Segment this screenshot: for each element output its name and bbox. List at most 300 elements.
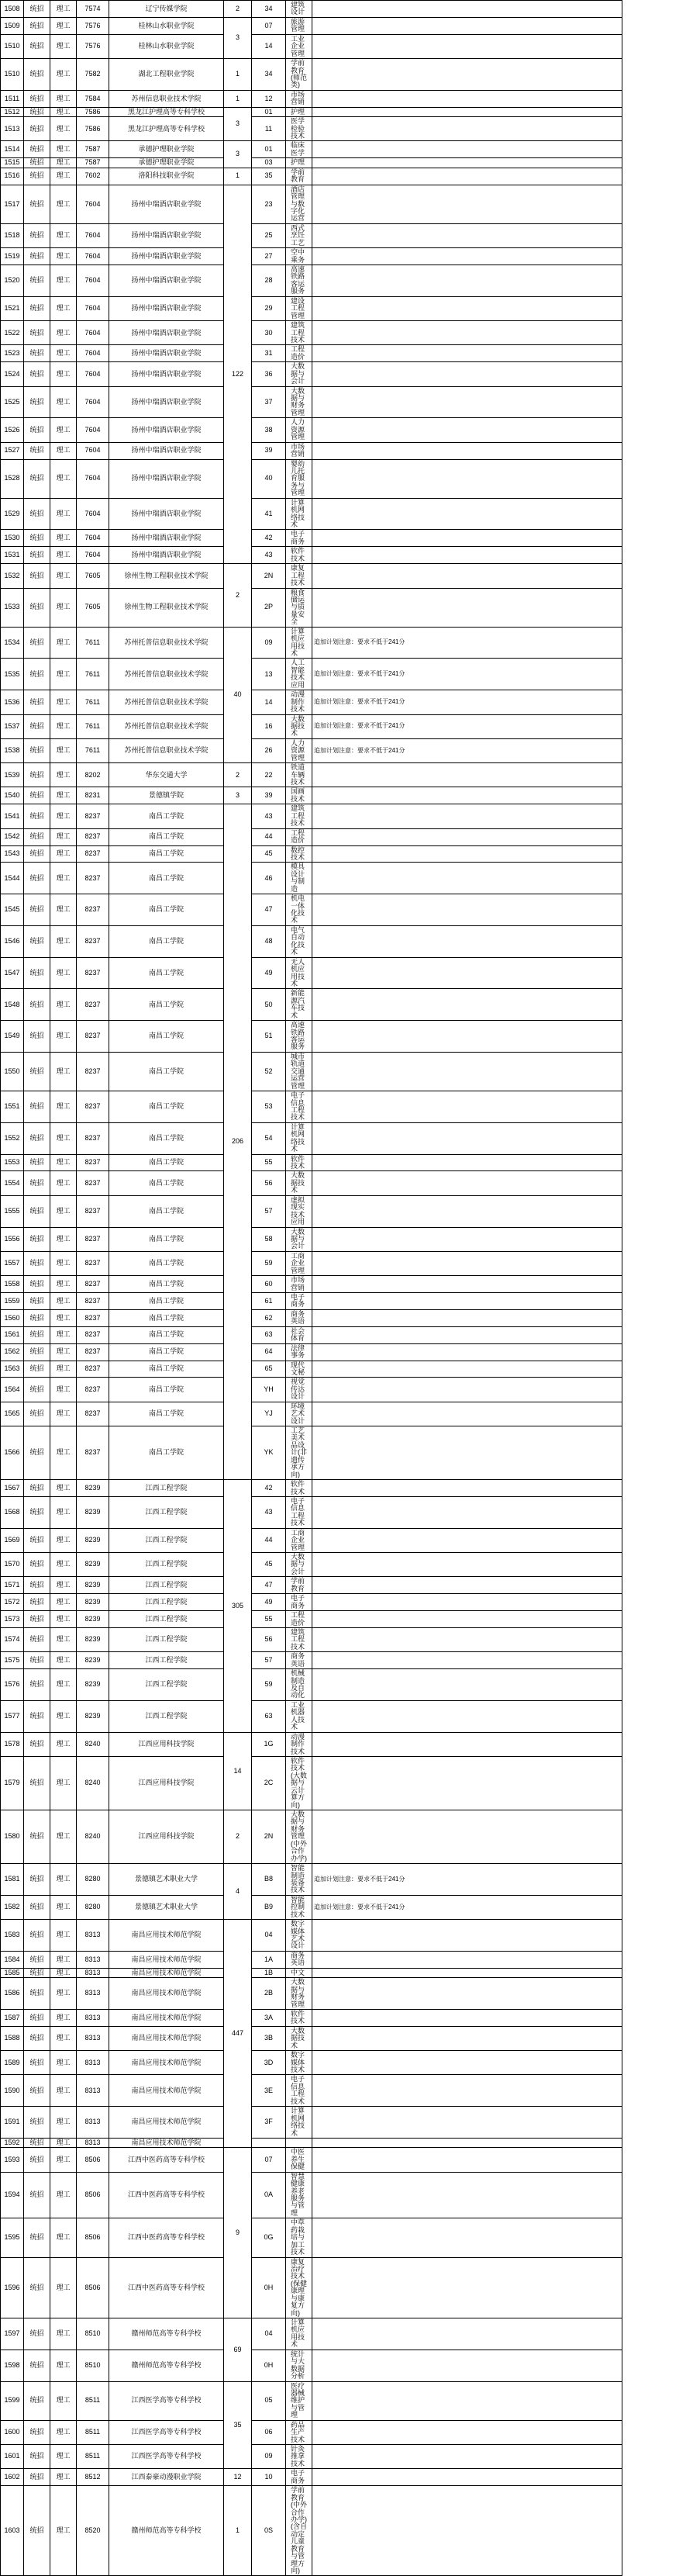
- major-code: B9: [252, 1895, 286, 1919]
- major-code: YJ: [252, 1402, 286, 1426]
- school-name: 洛阳科技职业学院: [109, 168, 224, 185]
- major-code: 31: [252, 345, 286, 362]
- school-name: 江西泰豪动漫职业学院: [109, 2469, 224, 2486]
- major-code: 11: [252, 117, 286, 141]
- school-name: 承德护理职业学院: [109, 141, 224, 158]
- subject-category: 理工: [50, 627, 77, 659]
- enrollment-type: 统招: [24, 1627, 50, 1651]
- major-name: 工业企业管理: [286, 34, 312, 58]
- school-name: 江西中医药高等专科学校: [109, 2148, 224, 2172]
- row-number: 1594: [1, 2172, 24, 2218]
- remark: [312, 1021, 622, 1053]
- remark: [312, 1810, 622, 1864]
- subject-category: 理工: [50, 90, 77, 107]
- school-name: 江西应用科技学院: [109, 1810, 224, 1864]
- table-row: [1, 690, 693, 714]
- subject-category: 理工: [50, 321, 77, 345]
- major-code: 42: [252, 530, 286, 547]
- row-number: 1512: [1, 107, 24, 116]
- enrollment-type: 统招: [24, 2257, 50, 2318]
- school-code: 8239: [77, 1577, 109, 1594]
- subject-category: 理工: [50, 1480, 77, 1497]
- school-name: 南昌应用技术师范学院: [109, 1920, 224, 1952]
- enrollment-type: 统招: [24, 1480, 50, 1497]
- subject-category: 理工: [50, 2172, 77, 2218]
- row-number: 1588: [1, 2026, 24, 2050]
- school-name: 黑龙江护理高等专科学校: [109, 117, 224, 141]
- major-code: 26: [252, 738, 286, 762]
- major-name: 药品生产技术: [286, 2420, 312, 2444]
- major-code: 1B: [252, 1968, 286, 1977]
- remark: [312, 498, 622, 530]
- table-row: [1, 248, 693, 265]
- remark: [312, 418, 622, 442]
- school-name: 桂林山水职业学院: [109, 17, 224, 34]
- enrollment-type: 统招: [24, 1528, 50, 1552]
- row-number: 1528: [1, 459, 24, 498]
- major-code: 07: [252, 17, 286, 34]
- plan-count: 40: [224, 627, 252, 762]
- major-code: 63: [252, 1326, 286, 1343]
- plan-count: 12: [224, 2469, 252, 2486]
- school-name: 南昌应用技术师范学院: [109, 2051, 224, 2075]
- school-code: 7604: [77, 498, 109, 530]
- enrollment-type: 统招: [24, 345, 50, 362]
- row-number: 1557: [1, 1251, 24, 1275]
- enrollment-type: 统招: [24, 1577, 50, 1594]
- major-code: 34: [252, 59, 286, 91]
- row-number: 1571: [1, 1577, 24, 1594]
- enrollment-type: 统招: [24, 863, 50, 894]
- major-name: 智能控制技术: [286, 1895, 312, 1919]
- remark: [312, 530, 622, 547]
- school-code: 8313: [77, 1968, 109, 1977]
- enrollment-type: 统招: [24, 763, 50, 787]
- subject-category: 理工: [50, 1920, 77, 1952]
- school-code: 8237: [77, 828, 109, 845]
- table-row: [1, 1021, 693, 1053]
- major-code: 27: [252, 248, 286, 265]
- school-name: 江西工程学院: [109, 1528, 224, 1552]
- remark: [312, 1594, 622, 1611]
- remark: [312, 223, 622, 247]
- remark: [312, 34, 622, 58]
- school-name: 南昌应用技术师范学院: [109, 1968, 224, 1977]
- major-code: YK: [252, 1426, 286, 1480]
- remark: [312, 1378, 622, 1402]
- school-name: 扬州中瑞酒店职业学院: [109, 418, 224, 442]
- row-number: 1590: [1, 2075, 24, 2107]
- major-name: 人工智能技术应用: [286, 659, 312, 690]
- school-name: 桂林山水职业学院: [109, 34, 224, 58]
- row-number: 1538: [1, 738, 24, 762]
- remark: [312, 1091, 622, 1123]
- table-row: [1, 1732, 693, 1756]
- school-code: 7604: [77, 248, 109, 265]
- table-row: [1, 1627, 693, 1651]
- major-name: 建设工程管理: [286, 296, 312, 320]
- school-name: 江西中医药高等专科学校: [109, 2172, 224, 2218]
- school-code: 8511: [77, 2381, 109, 2420]
- remark: [312, 1951, 622, 1968]
- school-code: 8239: [77, 1669, 109, 1701]
- school-code: 7604: [77, 296, 109, 320]
- subject-category: 理工: [50, 265, 77, 297]
- table-row: [1, 223, 693, 247]
- enrollment-type: 统招: [24, 845, 50, 863]
- remark: [312, 17, 622, 34]
- school-code: 8237: [77, 1309, 109, 1326]
- school-code: 7587: [77, 158, 109, 168]
- school-name: 华东交通大学: [109, 763, 224, 787]
- remark: [312, 1553, 622, 1577]
- enrollment-type: 统招: [24, 90, 50, 107]
- remark: [312, 787, 622, 804]
- major-name: 工程造价: [286, 345, 312, 362]
- table-row: [1, 2420, 693, 2444]
- table-row: [1, 2218, 693, 2257]
- subject-category: 理工: [50, 845, 77, 863]
- major-code: 59: [252, 1669, 286, 1701]
- row-number: 1569: [1, 1528, 24, 1552]
- remark: [312, 107, 622, 116]
- school-name: 南昌工学院: [109, 1361, 224, 1378]
- major-name: 工业机器人技术: [286, 1700, 312, 1732]
- subject-category: 理工: [50, 1171, 77, 1195]
- major-code: 14: [252, 690, 286, 714]
- school-name: 南昌工学院: [109, 1251, 224, 1275]
- row-number: 1517: [1, 185, 24, 223]
- row-number: 1509: [1, 17, 24, 34]
- major-code: 2B: [252, 1978, 286, 2010]
- table-row: [1, 265, 693, 297]
- subject-category: 理工: [50, 2148, 77, 2172]
- table-row: [1, 321, 693, 345]
- plan-count: 1: [224, 90, 252, 107]
- table-row: [1, 738, 693, 762]
- major-name: 中草药栽培与加工技术: [286, 2218, 312, 2257]
- subject-category: 理工: [50, 2381, 77, 2420]
- table-row: [1, 845, 693, 863]
- school-code: 8239: [77, 1496, 109, 1528]
- school-name: 赣州师范高等专科学校: [109, 2350, 224, 2381]
- enrollment-type: 统招: [24, 1426, 50, 1480]
- major-name: 工艺美术品设计(非遗传承方向): [286, 1426, 312, 1480]
- major-code: 0H: [252, 2350, 286, 2381]
- subject-category: 理工: [50, 659, 77, 690]
- subject-category: 理工: [50, 1978, 77, 2010]
- remark: [312, 2107, 622, 2139]
- enrollment-type: 统招: [24, 59, 50, 91]
- remark: [312, 2257, 622, 2318]
- school-name: 南昌工学院: [109, 1195, 224, 1227]
- table-row: [1, 1251, 693, 1275]
- school-name: 江西工程学院: [109, 1627, 224, 1651]
- row-number: 1583: [1, 1920, 24, 1952]
- table-row: [1, 2075, 693, 2107]
- remark: [312, 185, 622, 223]
- major-name: 中文: [286, 1968, 312, 1977]
- table-row: [1, 1293, 693, 1310]
- enrollment-type: 统招: [24, 1669, 50, 1701]
- remark: [312, 1122, 622, 1154]
- row-number: 1546: [1, 925, 24, 957]
- major-code: 57: [252, 1652, 286, 1669]
- enrollment-type: 统招: [24, 418, 50, 442]
- school-name: 南昌工学院: [109, 1122, 224, 1154]
- table-row: [1, 564, 693, 588]
- row-number: 1558: [1, 1276, 24, 1293]
- major-code: 48: [252, 925, 286, 957]
- major-name: 城市轨道交通运营管理: [286, 1052, 312, 1091]
- enrollment-type: 统招: [24, 828, 50, 845]
- major-name: 计算机应用技术: [286, 627, 312, 659]
- remark: [312, 1195, 622, 1227]
- remark: [312, 1652, 622, 1669]
- major-name: 电子商务: [286, 2469, 312, 2486]
- table-row: [1, 1978, 693, 2010]
- major-name: 市场营销: [286, 442, 312, 459]
- enrollment-type: 统招: [24, 1227, 50, 1251]
- enrollment-type: 统招: [24, 1309, 50, 1326]
- row-number: 1551: [1, 1091, 24, 1123]
- subject-category: 理工: [50, 1343, 77, 1361]
- school-name: 江西中医药高等专科学校: [109, 2218, 224, 2257]
- row-number: 1563: [1, 1361, 24, 1378]
- major-code: 43: [252, 547, 286, 564]
- enrollment-type: 统招: [24, 1091, 50, 1123]
- row-number: 1510: [1, 59, 24, 91]
- major-code: 64: [252, 1343, 286, 1361]
- school-code: 8237: [77, 1195, 109, 1227]
- plan-count: 3: [224, 107, 252, 141]
- table-row: [1, 1480, 693, 1497]
- school-name: 南昌工学院: [109, 1171, 224, 1195]
- row-number: 1537: [1, 714, 24, 738]
- major-name: 动漫制作技术: [286, 1732, 312, 1756]
- row-number: 1510: [1, 34, 24, 58]
- row-number: 1518: [1, 223, 24, 247]
- row-number: 1560: [1, 1309, 24, 1326]
- remark: [312, 1361, 622, 1378]
- remark: [312, 296, 622, 320]
- row-number: 1576: [1, 1669, 24, 1701]
- major-code: 52: [252, 1052, 286, 1091]
- remark: [312, 1154, 622, 1171]
- enrollment-type: 统招: [24, 530, 50, 547]
- school-code: 8506: [77, 2148, 109, 2172]
- enrollment-type: 统招: [24, 1553, 50, 1577]
- remark: [312, 459, 622, 498]
- major-code: 0H: [252, 2257, 286, 2318]
- school-code: 7587: [77, 141, 109, 158]
- table-row: [1, 141, 693, 158]
- enrollment-type: 统招: [24, 1895, 50, 1919]
- school-code: 7605: [77, 564, 109, 588]
- row-number: 1562: [1, 1343, 24, 1361]
- school-name: 南昌工学院: [109, 1309, 224, 1326]
- plan-count: 2: [224, 1, 252, 18]
- remark: [312, 2469, 622, 2486]
- enrollment-type: 统招: [24, 627, 50, 659]
- school-name: 南昌工学院: [109, 804, 224, 828]
- major-code: 47: [252, 894, 286, 926]
- major-name: 数控技术: [286, 845, 312, 863]
- row-number: 1570: [1, 1553, 24, 1577]
- school-name: 江西工程学院: [109, 1652, 224, 1669]
- school-code: 8237: [77, 1361, 109, 1378]
- enrollment-type: 统招: [24, 989, 50, 1021]
- school-name: 南昌工学院: [109, 863, 224, 894]
- plan-count: 2: [224, 763, 252, 787]
- row-number: 1535: [1, 659, 24, 690]
- school-code: 8313: [77, 1951, 109, 1968]
- major-name: 大数据技术: [286, 714, 312, 738]
- school-code: 8239: [77, 1700, 109, 1732]
- major-name: 中医养生保健: [286, 2148, 312, 2172]
- major-code: 62: [252, 1309, 286, 1326]
- plan-count: 447: [224, 1920, 252, 2148]
- table-row: [1, 1091, 693, 1123]
- major-name: 大数据与会计: [286, 362, 312, 386]
- row-number: 1565: [1, 1402, 24, 1426]
- subject-category: 理工: [50, 1968, 77, 1977]
- school-name: 南昌应用技术师范学院: [109, 2107, 224, 2139]
- row-number: 1603: [1, 2486, 24, 2576]
- row-number: 1589: [1, 2051, 24, 2075]
- major-name: 高速铁路客运服务: [286, 1021, 312, 1053]
- remark: [312, 1343, 622, 1361]
- row-number: 1595: [1, 2218, 24, 2257]
- school-name: 江西医学高等专科学校: [109, 2420, 224, 2444]
- school-name: 苏州托普信息职业技术学院: [109, 738, 224, 762]
- school-name: 扬州中瑞酒店职业学院: [109, 296, 224, 320]
- enrollment-type: 统招: [24, 34, 50, 58]
- major-name: 学前教育(师范类): [286, 59, 312, 91]
- subject-category: 理工: [50, 894, 77, 926]
- school-name: 扬州中瑞酒店职业学院: [109, 547, 224, 564]
- major-code: 51: [252, 1021, 286, 1053]
- school-code: 8313: [77, 2138, 109, 2147]
- remark: [312, 2218, 622, 2257]
- row-number: 1530: [1, 530, 24, 547]
- row-number: 1553: [1, 1154, 24, 1171]
- table-row: [1, 863, 693, 894]
- school-name: 江西应用科技学院: [109, 1732, 224, 1756]
- table-row: [1, 2026, 693, 2050]
- table-row: [1, 894, 693, 926]
- major-code: 41: [252, 498, 286, 530]
- major-code: 3A: [252, 2009, 286, 2026]
- major-code: 34: [252, 1, 286, 18]
- school-name: 江西医学高等专科学校: [109, 2381, 224, 2420]
- school-name: 辽宁传媒学院: [109, 1, 224, 18]
- enrollment-type: 统招: [24, 1652, 50, 1669]
- remark: [312, 1309, 622, 1326]
- school-code: 8237: [77, 1154, 109, 1171]
- remark: [312, 1227, 622, 1251]
- row-number: 1544: [1, 863, 24, 894]
- enrollment-type: 统招: [24, 714, 50, 738]
- subject-category: 理工: [50, 158, 77, 168]
- enrollment-type: 统招: [24, 1756, 50, 1810]
- school-code: 7574: [77, 1, 109, 18]
- table-row: [1, 362, 693, 386]
- row-number: 1575: [1, 1652, 24, 1669]
- school-code: 8237: [77, 1343, 109, 1361]
- school-code: 8237: [77, 894, 109, 926]
- row-number: 1541: [1, 804, 24, 828]
- major-name: 软件技术: [286, 2009, 312, 2026]
- school-code: 8313: [77, 2009, 109, 2026]
- enrollment-type: 统招: [24, 1732, 50, 1756]
- school-code: 8239: [77, 1652, 109, 1669]
- table-row: [1, 2469, 693, 2486]
- plan-count: 35: [224, 2381, 252, 2469]
- subject-category: 理工: [50, 34, 77, 58]
- major-name: 大数据技术: [286, 1171, 312, 1195]
- remark: 追加计划注意：要求不低于241分: [312, 714, 622, 738]
- row-number: 1601: [1, 2445, 24, 2469]
- subject-category: 理工: [50, 2026, 77, 2050]
- row-number: 1566: [1, 1426, 24, 1480]
- major-name: 虚拟现实技术应用: [286, 1195, 312, 1227]
- row-number: 1597: [1, 2318, 24, 2350]
- school-code: 8237: [77, 925, 109, 957]
- major-code: 49: [252, 957, 286, 989]
- major-code: 28: [252, 265, 286, 297]
- major-code: 04: [252, 1920, 286, 1952]
- enrollment-type: 统招: [24, 2218, 50, 2257]
- enrollment-type: 统招: [24, 386, 50, 418]
- remark: [312, 59, 622, 91]
- row-number: 1578: [1, 1732, 24, 1756]
- enrollment-type: 统招: [24, 2420, 50, 2444]
- enrollment-type: 统招: [24, 1052, 50, 1091]
- subject-category: 理工: [50, 1594, 77, 1611]
- plan-count: 69: [224, 2318, 252, 2382]
- school-name: 南昌应用技术师范学院: [109, 1978, 224, 2010]
- subject-category: 理工: [50, 1021, 77, 1053]
- enrollment-type: 统招: [24, 1864, 50, 1896]
- remark: [312, 1426, 622, 1480]
- major-code: 1A: [252, 1951, 286, 1968]
- school-code: 8313: [77, 2026, 109, 2050]
- row-number: 1599: [1, 2381, 24, 2420]
- major-name: 人力资源管理: [286, 738, 312, 762]
- enrollment-type: 统招: [24, 547, 50, 564]
- major-name: 计算机网络技术: [286, 1122, 312, 1154]
- plan-count: 1: [224, 59, 252, 91]
- row-number: 1545: [1, 894, 24, 926]
- table-row: [1, 1756, 693, 1810]
- enrollment-type: 统招: [24, 223, 50, 247]
- row-number: 1550: [1, 1052, 24, 1091]
- enrollment-type: 统招: [24, 158, 50, 168]
- remark: [312, 1920, 622, 1952]
- enrollment-type: 统招: [24, 117, 50, 141]
- subject-category: 理工: [50, 2075, 77, 2107]
- table-row: [1, 59, 693, 91]
- enrollment-type: 统招: [24, 1122, 50, 1154]
- row-number: 1586: [1, 1978, 24, 2010]
- major-name: 新能源汽车技术: [286, 989, 312, 1021]
- row-number: 1581: [1, 1864, 24, 1896]
- remark: [312, 1732, 622, 1756]
- school-code: 7611: [77, 659, 109, 690]
- subject-category: 理工: [50, 547, 77, 564]
- remark: [312, 925, 622, 957]
